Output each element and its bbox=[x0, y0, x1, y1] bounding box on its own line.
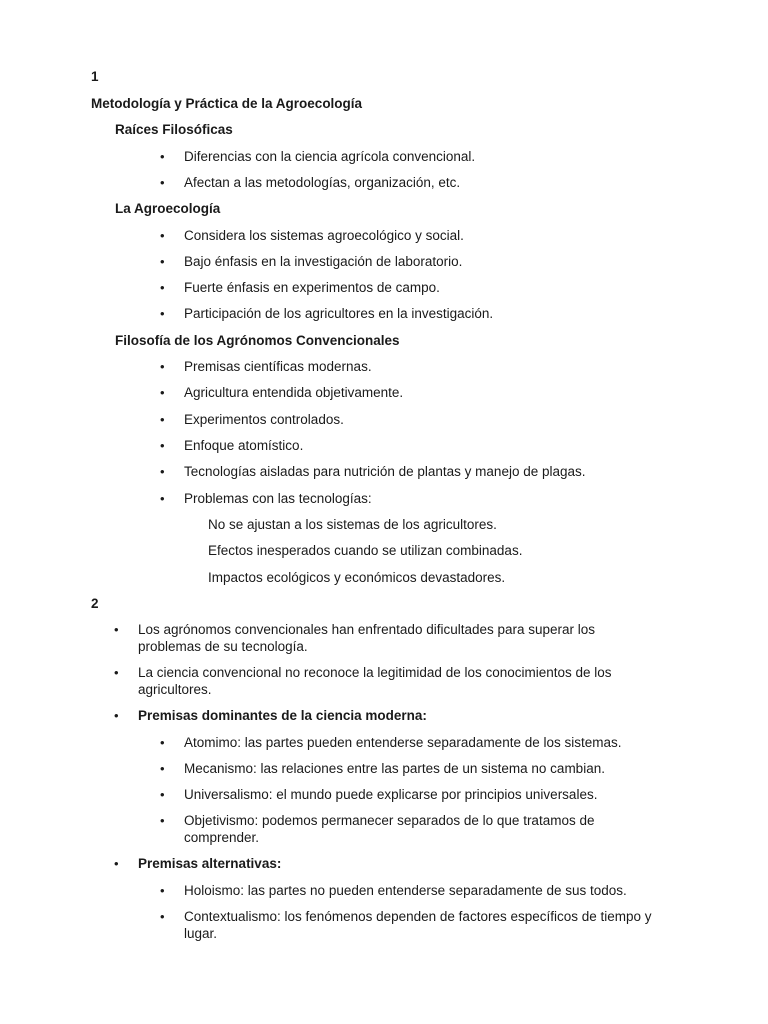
list-item: Holoismo: las partes no pueden entenderse separadamente de sus todos. bbox=[184, 883, 627, 898]
list-item: Experimentos controlados. bbox=[184, 412, 344, 427]
bullet-icon: • bbox=[160, 385, 165, 400]
bullet-icon: • bbox=[160, 909, 165, 924]
bullet-icon: • bbox=[160, 228, 165, 243]
bullet-icon: • bbox=[160, 412, 165, 427]
list-item: Fuerte énfasis en experimentos de campo. bbox=[184, 280, 440, 295]
list-item: Agricultura entendida objetivamente. bbox=[184, 385, 404, 400]
bullet-icon: • bbox=[114, 856, 119, 871]
bullet-icon: • bbox=[160, 149, 165, 164]
list-item: Afectan a las metodologías, organización, etc. bbox=[184, 175, 461, 190]
bullet-icon: • bbox=[114, 708, 119, 723]
bullet-icon: • bbox=[160, 280, 165, 295]
section-number: 2 bbox=[91, 596, 99, 611]
label-alternativas: Premisas alternativas: bbox=[138, 856, 282, 871]
list-item: Objetivismo: podemos permanecer separados de lo que tratamos de comprender. bbox=[184, 813, 595, 845]
list-item: Contextualismo: los fenómenos dependen de factores específicos de tiempo y lugar. bbox=[184, 909, 652, 941]
bullet-icon: • bbox=[114, 622, 119, 637]
sub-list-item: Impactos ecológicos y económicos devastadores. bbox=[208, 570, 506, 585]
section-title: Metodología y Práctica de la Agroecología bbox=[91, 96, 363, 111]
list-item: Participación de los agricultores en la investigación. bbox=[184, 306, 494, 321]
list-item: Diferencias con la ciencia agrícola convencional. bbox=[184, 149, 476, 164]
list-item: Premisas científicas modernas. bbox=[184, 359, 372, 374]
list-item: Enfoque atomístico. bbox=[184, 438, 304, 453]
list-item: Mecanismo: las relaciones entre las partes de un sistema no cambian. bbox=[184, 761, 605, 776]
list-item: Problemas con las tecnologías: bbox=[184, 491, 372, 506]
label-dominantes: Premisas dominantes de la ciencia moderna: bbox=[138, 708, 427, 723]
bullet-icon: • bbox=[160, 883, 165, 898]
bullet-icon: • bbox=[160, 813, 165, 828]
list-item: Considera los sistemas agroecológico y social. bbox=[184, 228, 464, 243]
list-item: Tecnologías aisladas para nutrición de plantas y manejo de plagas. bbox=[184, 464, 586, 479]
heading-agroecologia: La Agroecología bbox=[115, 201, 221, 216]
list-item: Bajo énfasis en la investigación de laboratorio. bbox=[184, 254, 463, 269]
bullet-icon: • bbox=[160, 735, 165, 750]
bullet-icon: • bbox=[160, 761, 165, 776]
bullet-icon: • bbox=[160, 491, 165, 506]
sub-list-item: No se ajustan a los sistemas de los agricultores. bbox=[208, 517, 497, 532]
sub-list-item: Efectos inesperados cuando se utilizan combinadas. bbox=[208, 543, 523, 558]
bullet-icon: • bbox=[160, 438, 165, 453]
bullet-icon: • bbox=[160, 359, 165, 374]
section-number: 1 bbox=[91, 69, 99, 84]
bullet-icon: • bbox=[114, 665, 119, 680]
bullet-icon: • bbox=[160, 254, 165, 269]
heading-raices: Raíces Filosóficas bbox=[115, 122, 233, 137]
bullet-icon: • bbox=[160, 306, 165, 321]
list-item: La ciencia convencional no reconoce la legitimidad de los conocimientos de los agricultores. bbox=[138, 665, 612, 697]
bullet-icon: • bbox=[160, 787, 165, 802]
heading-filosofia: Filosofía de los Agrónomos Convencionales bbox=[115, 333, 400, 348]
bullet-icon: • bbox=[160, 175, 165, 190]
list-item: Universalismo: el mundo puede explicarse por principios universales. bbox=[184, 787, 598, 802]
bullet-icon: • bbox=[160, 464, 165, 479]
list-item: Los agrónomos convencionales han enfrentado dificultades para superar los problemas de su tecnología. bbox=[138, 622, 596, 654]
list-item: Atomimo: las partes pueden entenderse separadamente de los sistemas. bbox=[184, 735, 622, 750]
